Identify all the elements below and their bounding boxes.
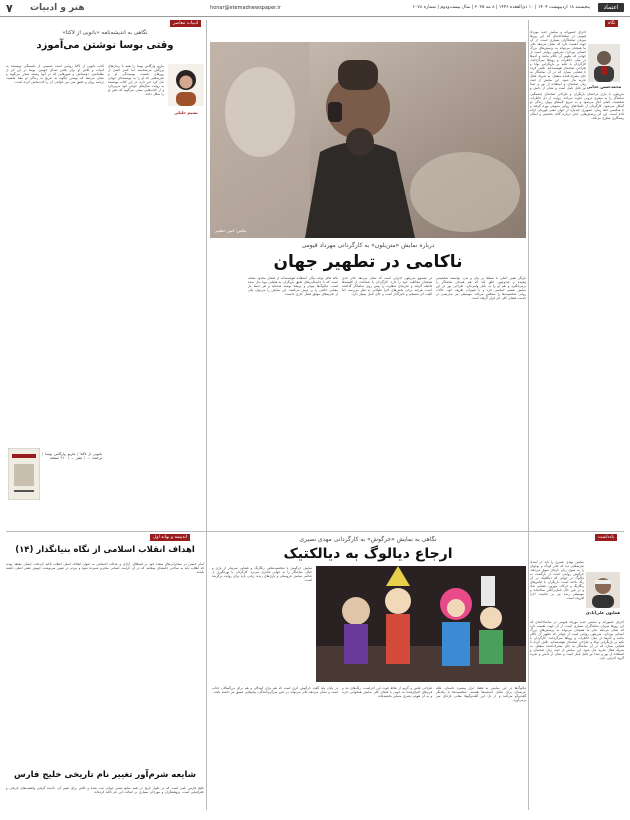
main-kicker: درباره نمایش «متن‌بلون» به کارگردانی مهرداد قیومی <box>301 242 435 249</box>
yaddasht-text: اجرای جسورانه و نمایش جدید مهرداد قیومی در تماشاخانه‌ای که این روزها میزبان تماشاگران بسیاری است، از آن جهت اهمیت دارد که نشان می‌دهد تئاتر ما همچنان می‌تواند به پرسش‌های بزرگ انسانی بپردازد. متن‌بلون روایتی است از جهانی که تطهیر آن ناکام مانده و آدم‌ها در میان خاطرات و رویاها سرگردانند. کارگردان با تکیه بر بازیگرانی توانا و طراحی صحنه‌ای هوشمندانه، تلاش کرده تا فضایی بسازد که در آن تماشاگر به جای مصرف‌کننده منفعل، به شریک فعال تجربه بدل شود. این نمایش از حیث زبان صحنه‌ای و استفاده از نور و صدا نیز قابل تامل است و نشان از دانش و تجربه گروه اجرایی دارد. <box>530 620 624 660</box>
nigah-text-top: اجرای جسورانه و نمایش جدید مهرداد قیومی در تماشاخانه‌ای که این روزها میزبان تماشاگران بسیاری است، از آن جهت اهمیت دارد که نشان می‌دهد تئاتر ما همچنان می‌تواند به پرسش‌های بزرگ انسانی بپردازد. متن‌بلون روایتی است از جهانی که تطهیر آن ناکام مانده و آدم‌ها در میان خاطرات و رویاها سرگردانند. کارگردان با تکیه بر بازیگرانی توانا و طراحی صحنه‌ای هوشمندانه، تلاش کرده تا فضایی بسازد که در آن تماشاگر به جای مصرف‌کننده منفعل، به شریک فعال تجربه بدل شود. این نمایش از حیث زبان صحنه‌ای و استفاده از نور و صدا نیز قابل تامل است و نشان از دانش و <box>530 30 586 90</box>
main-body-col2: در مجموع متن‌بلون اجرایی است که نشان می‌دهد تئاتر جدی همچنان مخاطب خود را دارد. کارگردان با شجاعت از کلیشه‌ها فاصله گرفته و تجربه‌ای متفاوت را پیش روی تماشاگر گذاشته است. هرچند برخی بخش‌های اجرا طولانی به نظر می‌رسد، اما کلیت اثر منسجم و تاثیرگذار است و جای تامل بسیار دارد. <box>342 276 432 296</box>
section-title: هنر و ادبیات <box>30 3 85 13</box>
column-divider-left <box>206 20 207 810</box>
left-kicker: نگاهی به اندیشه‌نامه «بانویی از لاکتا» <box>62 30 148 36</box>
book-cover <box>8 448 40 500</box>
portrait-icon <box>588 44 620 82</box>
main-body-col3: نکته قابل توجه دیگر، استفاده هوشمندانه از فضای محدود صحنه است که با جابه‌جایی‌های دقیق بازیگران به فضایی پویا بدل شده است. دیالوگ‌ها موجز و پرمعنا نوشته شده‌اند و هر جمله بار معنایی خاصی را بر دوش می‌کشد. این نمایش را می‌توان یکی از تجربه‌های موفق فصل جاری دانست. <box>248 276 338 296</box>
email-link[interactable]: honar@etemadnewspaper.ir <box>210 5 281 11</box>
nigah-text: متن‌بلون با بازی درخشان بازیگران و طراحی صحنه‌ای چشمگیر، تماشاگر را به سفری درونی دعوت می‌کند. روایت از دل خاطرات شخصیت اصلی آغاز می‌شود و به تدریج لایه‌های پنهان زندگی او آشکار می‌شود. کارگردان از تکنیک‌های روایی متنوعی بهره گرفته و با شکستن خط زمان، تصویری چندپاره از جهان ذهنی قهرمان ارائه داده است. این اثر پرسش‌هایی جدی درباره گناه، بخشش و امکان رستگاری مطرح می‌کند. <box>530 92 624 120</box>
photo-credit: عکس: امین خطیبی <box>214 228 247 233</box>
bottom-body-col2: طراحی لباس و گریم از نقاط قوت این اجراست. رنگ‌های تند و فرم‌های اغراق‌شده به خوبی با فضای کلی نمایش همخوانی دارند و به آن هویتی بصری متمایز بخشیده‌اند. <box>342 686 432 698</box>
left-body-col1: ماریو وارگاس یوسا را همه با رمان‌های بزرگش می‌شناسند اما کمتر کسی از روزهای نخست نویسندگی او و تجربه‌هایی که او را به نویسنده‌ای جهانی بدل کرد خبر دارد. در این کتاب نویسنده به روایت سال‌های جوانی خود می‌پردازد و از کتاب‌هایی سخن می‌گوید که ذهن او را شکل دادند. <box>108 64 164 96</box>
column-divider <box>528 20 529 810</box>
horizontal-divider <box>6 531 624 532</box>
label-nigah: نگاه <box>605 20 618 27</box>
label-yaddasht: یادداشت <box>595 534 617 541</box>
main-body-col1: بازیگر نقش اصلی با تسلط بر بیان و بدن، توانسته شخصیتی پیچیده و چندوجهی خلق کند که هم همدلی تماشاگر را برمی‌انگیزد و هم او را به تامل وامی‌دارد. طراحی نور در این نمایش نقشی اساسی دارد و با تغییرات ظریف خود، حالات روانی شخصیت‌ها را منعکس می‌کند. موسیقی نیز به‌درستی در خدمت فضای کلی اثر قرار گرفته است. <box>436 276 526 300</box>
bottom-title: ارجاع دیالوگ به دیالکتیک <box>283 546 453 562</box>
author-photo-aliabadi <box>586 572 620 608</box>
left-second-title: شایعه شرم‌آور تغییر نام تاریخی خلیج فارس <box>13 770 196 780</box>
label-andisheh: اندیشه و بهانه اول <box>150 534 190 541</box>
bottom-body-col0: نمایش خرگوش با شخصیت‌هایی رنگارنگ و فضایی سرشار از بازی و خیال، تماشاگر را به جهانی فانتزی می‌برد. کارگردان با بهره‌گیری از عناصر نمایش عروسکی و بازی‌های زنده، زبانی تازه برای روایت برگزیده است. <box>212 566 312 582</box>
bottom-body-col3: در پایان باید گفت خرگوش اثری است که هم برای کودکان و هم برای بزرگسالان جذاب است و نشان می‌دهد تئاتر می‌تواند در عین سرگرم‌کنندگی، پیام‌هایی عمیق نیز داشته باشد. <box>212 686 338 694</box>
left-bottom-title: اهداف انقلاب اسلامی از نگاه بنیانگذار (۱۴) <box>15 545 195 555</box>
author-name-khalili: نسیم خلیلی <box>174 110 198 115</box>
bottom-body-col1: دیالوگ‌ها در این نمایش نه فقط ابزار پیشبرد داستان، بلکه عرصه‌ای برای تقابل اندیشه‌ها هستند. شخصیت‌ها با یکدیگر گفت‌وگو می‌کنند و از دل این گفت‌وگوها معانی تازه‌ای سر برمی‌آورد. <box>436 686 526 702</box>
play-stage-photo-icon <box>316 566 526 682</box>
author-photo-khalili <box>168 64 204 106</box>
label-adabiat: ادبیات معاصر <box>170 20 201 27</box>
page-number: ۷ <box>6 2 13 15</box>
bottom-photo <box>316 566 526 682</box>
author-name-khodaei: محمدحسن خدایی <box>586 84 622 89</box>
left-body-col2: کتاب بانویی از لاکتا روایتی است صمیمی از دلبستگی نویسنده به ادبیات و تلاش او برای یافتن صدای خویش. یوسا در این اثر از معلمانش، دوستانش و شهرهایی که در آنها زیسته سخن می‌گوید و نشان می‌دهد که نوشتن چگونه به تدریج به زندگی او معنا بخشید. ترجمه روان و دقیق متن نیز خواندن آن را لذت‌بخش کرده است. <box>6 64 104 84</box>
portrait-icon <box>168 64 204 106</box>
book-info: بانویی از لاکتا / ماریو وارگاس یوسا / ترجمه: ... / نشر ... / ۲۱۰ صفحه <box>42 452 102 460</box>
actor-photo-icon <box>210 42 526 238</box>
book-cover-icon <box>8 448 40 500</box>
yaddasht-text-top: نمایش مهدی نصیری را باید در امتداد تجربه‌هایی دید که تئاتر کودک و نوجوان را به سوی زبان تازه‌ای سوق می‌دهد. خرگوش روایتی است از بازگشت به دیالوگ در جهانی که دیالکتیک در آن رنگ باخته است. بازیگران با لباس‌های رنگارنگ و حرکات موزون، فضایی شاد و در عین حال تامل‌برانگیز ساخته‌اند و موسیقی زنده نیز بر جذابیت اجرا افزوده است. <box>530 560 584 600</box>
main-title: ناکامی در تطهیر جهان <box>273 252 463 272</box>
author-name-aliabadi: همایون علی‌آبادی <box>585 610 621 615</box>
bottom-kicker: نگاهی به نمایش «خرگوش» به کارگردانی مهدی نصیری <box>299 536 437 543</box>
left-title: وقتی بوسا نوشتن می‌آموزد <box>36 40 174 51</box>
date-line: پنجشنبه ۱۸ اردیبهشت ۱۴۰۴ | ۱۰ ذی‌القعده ۱۴۴۶ | ۸ مه ۲۰۲۵ | سال بیست‌ودوم | شماره ۶۰۷۸ <box>412 5 590 10</box>
portrait-icon <box>586 572 620 608</box>
left-second-body: خلیج فارس نامی است که در طول تاریخ در همه منابع معتبر جهانی ثبت شده و تلاش برای تغییر آن، نادیده گرفتن واقعیت‌های تاریخی و جغرافیایی است. پژوهشگران و مورخان بسیاری بر اصالت این نام تاکید کرده‌اند. <box>6 786 204 794</box>
author-photo-khodaei <box>588 44 620 82</box>
main-photo <box>210 42 526 238</box>
newspaper-logo: اعتماد <box>598 3 624 12</box>
page-header <box>0 0 630 17</box>
left-bottom-body: امام خمینی در سخنرانی‌های متعدد خود بر استقلال، آزادی و عدالت اجتماعی به عنوان اهداف اصلی انقلاب تاکید کرده‌اند. ایشان معتقد بودند که انقلاب باید به ساختن جامعه‌ای بینجامد که در آن کرامت انسانی محترم شمرده شود و مردم در تعیین سرنوشت خویش نقش اصلی داشته باشند. <box>6 562 204 574</box>
